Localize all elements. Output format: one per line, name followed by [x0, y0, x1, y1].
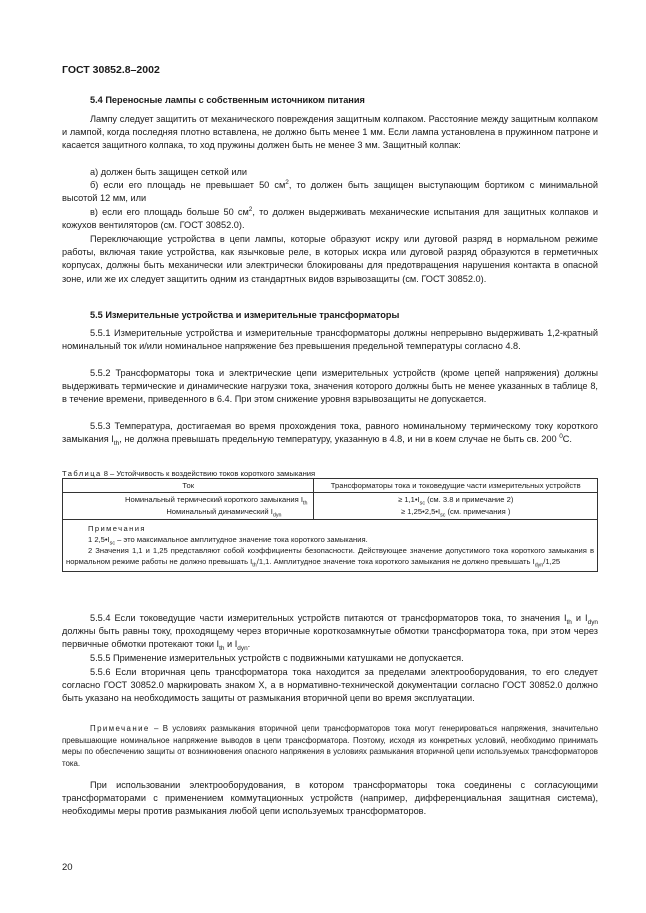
table-cell-current-type: Номинальный термический короткого замыкания $I_{th}$ Номинальный динамический $I_{dyn}$ [63, 493, 314, 520]
paragraph-5-5-4: 5.5.4 Если токоведущие части измерительных устройств питаются от трансформаторов тока, то значения $I_{th}$ и $I_{dyn}$ должны быть равны току, проходящему через вторичные короткозамкнутые обмотки трансформатора тока, при этом через первичные обмотки протекают токи $I_{th}$ и $I_{dyn}$. [62, 613, 599, 653]
table-cell-requirement: ≥ $1,1•I_{sc}$ (см. 3.8 и примечание 2) ≥ $1,25•2,5•I_{sc}$ (см. примечания ) [314, 493, 598, 520]
list-item-v: в) если его площадь больше 50 $см^2$, то должен выдерживать механические испытания для защитных колпаков и кожухов вентиляторов (см. ГОСТ 30852.0). [62, 205, 598, 231]
table-row [63, 493, 598, 520]
page-number: 20 [62, 862, 73, 873]
table-caption: Таблица 8 – Устойчивость к воздействию токов короткого замыкания [62, 469, 316, 478]
paragraph-5-5-6: 5.5.6 Если вторичная цепь трансформатора тока находится за пределами электрооборудования, то его следует согласно ГОСТ 30852.0 маркировать знаком Х, а в нормативно-технической документации согласно ГОСТ 30852.0 должно быть указано на необходимость защиты от размыкания вторичной цепи во время эксплуатации. [62, 667, 598, 704]
table-header-current: Ток [63, 479, 314, 493]
note-2: 2 Значения 1,1 и 1,25 представляют собой коэффициенты безопасности. Действующее значение допустимого тока короткого замыкания в нормальном режиме работы не должно превышать $I_{th}/1,1$. Амплитудное значение тока короткого замыкания не должно превышать $I_{dyn}/1,25$ [66, 546, 594, 569]
section-heading-5-5: 5.5 Измерительные устройства и измерительные трансформаторы [90, 310, 400, 320]
list-item-b: б) если его площадь не превышает 50 $см^2$, то должен быть защищен выступающим бортиком с минимальной высотой 12 мм, или [62, 178, 598, 204]
paragraph-5-5-5: 5.5.5 Применение измерительных устройств с подвижными катушками не допускается. [90, 653, 464, 663]
notes-title: Примечания [88, 524, 146, 533]
section-heading-5-4: 5.4 Переносные лампы с собственным источником питания [90, 95, 365, 105]
list-item-a: а) должен быть защищен сеткой или [90, 167, 247, 177]
paragraph-5-5-3: 5.5.3 Температура, достигаемая во время прохождения тока, равного номинальному термическому току короткого замыкания $I_{th}$, не должна превышать предельную температуру, указанную в 4.8, и ни в коем случае не быть св. 200 $^0$С. [62, 421, 598, 448]
paragraph-lamp-protection: Лампу следует защитить от механического повреждения защитным колпаком. Расстояние между защитным колпаком и лампой, когда последняя плотно вставлена, не должно быть менее 1 мм. Если лампа установлена в пружинном патроне и касается защитного колпака, то ход пружины должен быть не менее 3 мм. Защитный колпак: [62, 114, 598, 151]
table-header-row [63, 479, 598, 493]
paragraph-5-5-1: 5.5.1 Измерительные устройства и измерительные трансформаторы должны непрерывно выдерживать 1,2-кратный номинальный ток и/или номинальное напряжение без превышения предельной температуры согласно 4.8. [62, 328, 598, 352]
paragraph-5-5-2: 5.5.2 Трансформаторы тока и электрические цепи измерительных устройств (кроме цепей напряжения) должны выдерживать термические и динамические нагрузки тока, значения которого должны быть не менее указанных в таблице 8, в течение времени, приведенного в 6.4. При этом снижение уровня взрывозащиты не допускается. [62, 368, 598, 405]
table-notes-row [63, 520, 598, 572]
paragraph-last: При использовании электрооборудования, в котором трансформаторы тока соединены с согласующими трансформаторами с применением коммутационных устройств (например, дифференциальная защитная система), необходимы меры против размыкания любой цепи используемых трансформаторов. [62, 780, 598, 817]
note-1: 1 $2,5•I_{sc}$ – это максимальное амплитудное значение тока короткого замыкания. [88, 535, 368, 547]
paragraph-switching-devices: Переключающие устройства в цепи лампы, которые образуют искру или дуговой разряд в нормальном режиме работы, включая такие устройства, как язычковые реле, в которых искра или дуговой разряд образуются в герметичных корпусах, должны быть механически или электрически блокированы для предотвращения нарушения контакта в опасной зоне, или же их следует защитить одним из стандартных видов взрывозащиты (см. ГОСТ 30852.0). [62, 234, 598, 284]
table-notes [63, 520, 598, 572]
document-header: ГОСТ 30852.8–2002 [62, 64, 160, 76]
note-open-circuit: Примечание – В условиях размыкания вторичной цепи трансформаторов тока могут генерироваться напряжения, значительно превышающие номинальное напряжение выводов в цепи трансформатора. Поэтому, исходя из конкретных условий, необходимо принимать меры по обеспечению защиты от возникновения опасного напряжения в условиях размыкания вторичной цепи используемых трансформаторов тока. [62, 724, 598, 768]
table-header-transformers: Трансформаторы тока и токоведущие части измерительных устройств [314, 479, 598, 493]
short-circuit-table [62, 478, 598, 572]
